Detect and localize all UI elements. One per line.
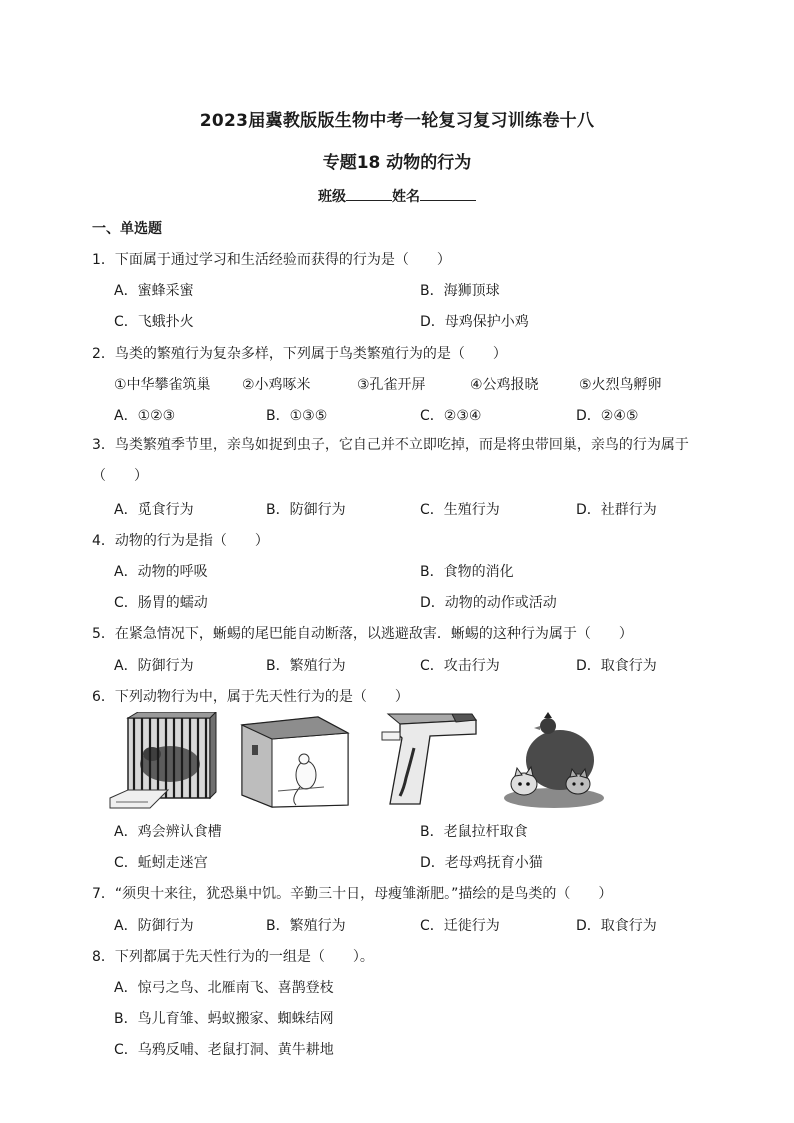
class-name-line — [0, 186, 794, 206]
question-7: 7．“须臾十来往，犹恐巢中饥。辛勤三十日，母瘦雏渐肥。”描绘的是鸟类的（ ） — [92, 886, 613, 902]
q2-item-4: ④公鸡报晓 — [470, 377, 539, 393]
q2-option-b[interactable]: B．①③⑤ — [266, 408, 328, 424]
q5-option-a[interactable]: A．防御行为 — [114, 658, 194, 674]
q6-option-a[interactable]: A．鸡会辨认食槽 — [114, 824, 222, 840]
q2-option-c[interactable]: C．②③④ — [420, 408, 482, 424]
q6-option-d[interactable]: D．老母鸡抚育小猫 — [420, 855, 543, 871]
question-5: 5．在紧急情况下，蜥蜴的尾巴能自动断落，以逃避敌害．蜥蜴的这种行为属于（ ） — [92, 626, 633, 642]
q7-option-b[interactable]: B．繁殖行为 — [266, 918, 346, 934]
q6-option-b[interactable]: B．老鼠拉杆取食 — [420, 824, 528, 840]
q4-option-a[interactable]: A．动物的呼吸 — [114, 564, 208, 580]
q8-option-a[interactable]: A．惊弓之鸟、北雁南飞、喜鹊登枝 — [114, 980, 334, 996]
q2-item-3: ③孔雀开屏 — [357, 377, 426, 393]
class-blank — [346, 188, 392, 201]
q3-option-b[interactable]: B．防御行为 — [266, 502, 346, 518]
q3-option-a[interactable]: A．觅食行为 — [114, 502, 194, 518]
q2-item-1: ①中华攀雀筑巢 — [114, 377, 211, 393]
q1-option-d[interactable]: D．母鸡保护小鸡 — [420, 314, 529, 330]
q2-option-a[interactable]: A．①②③ — [114, 408, 176, 424]
cage-image — [108, 712, 220, 810]
q6-option-c[interactable]: C．蚯蚓走迷宫 — [114, 855, 208, 871]
q3-option-d[interactable]: D．社群行为 — [576, 502, 657, 518]
q7-option-d[interactable]: D．取食行为 — [576, 918, 657, 934]
name-blank — [420, 188, 476, 201]
mouse-lever-box-image — [238, 713, 350, 809]
q1-option-a[interactable]: A．蜜蜂采蜜 — [114, 283, 194, 299]
class-label: 班级 — [318, 189, 346, 205]
page-title: 2023届冀教版版生物中考一轮复习复习训练卷十八 — [199, 111, 595, 131]
q4-option-c[interactable]: C．肠胃的蠕动 — [114, 595, 208, 611]
question-4: 4．动物的行为是指（ ） — [92, 533, 269, 549]
q2-option-d[interactable]: D．②④⑤ — [576, 408, 639, 424]
hen-kittens-image — [502, 710, 606, 810]
question-3: 3．鸟类繁殖季节里，亲鸟如捉到虫子，它自己并不立即吃掉，而是将虫带回巢，亲鸟的行为属于（ ） — [92, 437, 689, 484]
q1-option-c[interactable]: C．飞蛾扑火 — [114, 314, 194, 330]
section-heading: 一、单选题 — [92, 221, 162, 237]
page-subtitle: 专题18 动物的行为 — [322, 153, 472, 173]
q7-option-a[interactable]: A．防御行为 — [114, 918, 194, 934]
question-8: 8．下列都属于先天性行为的一组是（ ）。 — [92, 949, 374, 965]
question-6: 6．下列动物行为中，属于先天性行为的是（ ） — [92, 689, 409, 705]
q2-item-5: ⑤火烈鸟孵卵 — [579, 377, 662, 393]
q7-option-c[interactable]: C．迁徙行为 — [420, 918, 500, 934]
q5-option-b[interactable]: B．繁殖行为 — [266, 658, 346, 674]
earthworm-maze-image — [380, 712, 480, 808]
q8-option-b[interactable]: B．鸟儿育雏、蚂蚁搬家、蜘蛛结网 — [114, 1011, 334, 1027]
q2-item-2: ②小鸡啄米 — [242, 377, 311, 393]
q1-option-b[interactable]: B．海狮顶球 — [420, 283, 500, 299]
q4-option-d[interactable]: D．动物的动作或活动 — [420, 595, 557, 611]
q4-option-b[interactable]: B．食物的消化 — [420, 564, 514, 580]
q8-option-c[interactable]: C．乌鸦反哺、老鼠打洞、黄牛耕地 — [114, 1042, 334, 1058]
q5-option-c[interactable]: C．攻击行为 — [420, 658, 500, 674]
question-1: 1．下面属于通过学习和生活经验而获得的行为是（ ） — [92, 252, 451, 268]
question-2: 2．鸟类的繁殖行为复杂多样，下列属于鸟类繁殖行为的是（ ） — [92, 346, 507, 362]
name-label: 姓名 — [392, 189, 420, 205]
q5-option-d[interactable]: D．取食行为 — [576, 658, 657, 674]
q3-option-c[interactable]: C．生殖行为 — [420, 502, 500, 518]
